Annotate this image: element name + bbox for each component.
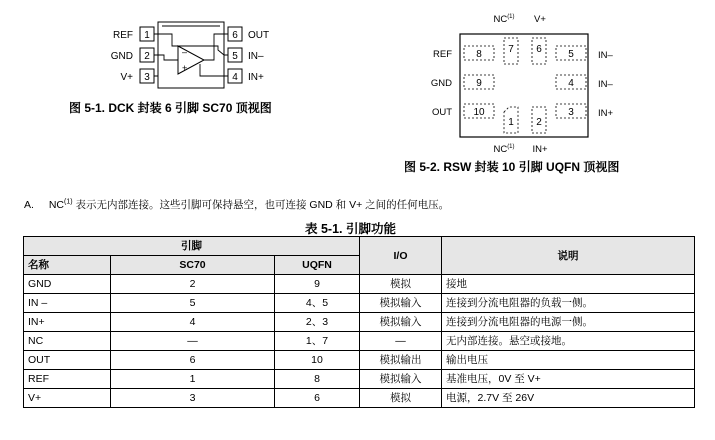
sc70-package-diagram (100, 20, 290, 92)
sc70-pin-num-4: 4 (232, 72, 238, 83)
table-header-row-1 (24, 237, 695, 256)
cell-sc70: — (111, 332, 275, 351)
cell-io: 模拟输入 (360, 313, 442, 332)
cell-desc: 基准电压，0V 至 V+ (442, 370, 695, 389)
uqfn-pad-num-10: 10 (473, 107, 485, 118)
figure2-caption: 图 5-2. RSW 封装 10 引脚 UQFN 顶视图 (404, 160, 620, 174)
opamp-plus-sign: + (182, 63, 188, 73)
opamp-minus-sign: – (182, 47, 188, 57)
cell-name: NC (24, 332, 111, 351)
sc70-pin-num-6: 6 (232, 30, 238, 41)
cell-name: IN – (24, 294, 111, 313)
sc70-pin-num-2: 2 (144, 51, 150, 62)
cell-desc: 连接到分流电阻器的负载一侧。 (442, 294, 695, 313)
uqfn-pad-num-7: 7 (508, 44, 514, 55)
uqfn-bottom-inplus-label: IN+ (532, 144, 548, 155)
cell-name: IN+ (24, 313, 111, 332)
uqfn-left-label-gnd: GND (430, 78, 452, 89)
footnote-marker: A. (24, 199, 34, 211)
uqfn-right-label-in-plus: IN+ (598, 108, 614, 119)
sc70-pin-name-out: OUT (248, 30, 270, 41)
table-row (24, 313, 695, 332)
cell-uqfn: 8 (275, 370, 360, 389)
uqfn-pad-num-5: 5 (568, 49, 574, 60)
sc70-pin-name-in-plus: IN+ (248, 72, 264, 83)
uqfn-right-label-in-minus-1: IN– (598, 50, 613, 61)
cell-desc: 连接到分流电阻器的电源一侧。 (442, 313, 695, 332)
table-row (24, 370, 695, 389)
cell-sc70: 4 (111, 313, 275, 332)
cell-desc: 无内部连接。悬空或接地。 (442, 332, 695, 351)
cell-name: OUT (24, 351, 111, 370)
cell-desc: 输出电压 (442, 351, 695, 370)
sc70-pin-name-in-minus: IN– (248, 51, 264, 62)
table-row (24, 389, 695, 408)
uqfn-pad-num-3: 3 (568, 107, 574, 118)
pin-functions-table (23, 236, 695, 408)
figure1-caption: 图 5-1. DCK 封装 6 引脚 SC70 顶视图 (69, 101, 272, 115)
cell-sc70: 1 (111, 370, 275, 389)
cell-uqfn: 6 (275, 389, 360, 408)
uqfn-top-vplus-label: V+ (534, 14, 546, 25)
cell-sc70: 6 (111, 351, 275, 370)
cell-uqfn: 9 (275, 275, 360, 294)
cell-io: 模拟 (360, 389, 442, 408)
cell-io: 模拟 (360, 275, 442, 294)
col-header-uqfn: UQFN (275, 256, 360, 275)
uqfn-top-nc-label: NC$^{(1)}$ (493, 14, 515, 25)
sc70-pin-name-ref: REF (113, 30, 133, 41)
sc70-pin-num-5: 5 (232, 51, 238, 62)
table-title: 表 5-1. 引脚功能 (305, 222, 396, 236)
cell-uqfn: 1、7 (275, 332, 360, 351)
sc70-pin-num-3: 3 (144, 72, 150, 83)
cell-desc: 电源，2.7V 至 26V (442, 389, 695, 408)
cell-io: 模拟输入 (360, 370, 442, 389)
col-header-name: 名称 (24, 256, 111, 275)
uqfn-pad-num-1: 1 (508, 117, 514, 128)
cell-desc: 接地 (442, 275, 695, 294)
cell-io: — (360, 332, 442, 351)
footnote-nc: NC (48, 199, 65, 211)
uqfn-left-label-ref: REF (433, 49, 452, 60)
uqfn-bottom-nc-label: NC$^{(1)}$ (493, 144, 515, 155)
sc70-pin-name-vplus: V+ (120, 72, 133, 83)
cell-io: 模拟输出 (360, 351, 442, 370)
table-row (24, 332, 695, 351)
cell-sc70: 2 (111, 275, 275, 294)
nc-footnote (24, 197, 449, 212)
table-row (24, 275, 695, 294)
uqfn-pad-num-8: 8 (476, 49, 482, 60)
table-row (24, 294, 695, 313)
col-header-pin-group: 引脚 (24, 237, 360, 256)
col-header-desc: 说明 (442, 237, 695, 275)
cell-sc70: 3 (111, 389, 275, 408)
uqfn-package-diagram (420, 8, 640, 156)
cell-name: V+ (24, 389, 111, 408)
footnote-text: 表示无内部连接。这些引脚可保持悬空，也可连接 GND 和 V+ 之间的任何电压。 (72, 199, 450, 211)
uqfn-right-label-in-minus-2: IN– (598, 79, 613, 90)
cell-uqfn: 10 (275, 351, 360, 370)
table-row (24, 351, 695, 370)
uqfn-pad-num-9: 9 (476, 78, 482, 89)
uqfn-pad-num-4: 4 (568, 78, 574, 89)
footnote-superscript: (1) (64, 198, 73, 206)
cell-name: GND (24, 275, 111, 294)
cell-name: REF (24, 370, 111, 389)
cell-io: 模拟输入 (360, 294, 442, 313)
col-header-sc70: SC70 (111, 256, 275, 275)
col-header-io: I/O (360, 237, 442, 275)
uqfn-pad-num-2: 2 (536, 117, 542, 128)
sc70-pin-name-gnd: GND (110, 51, 133, 62)
cell-uqfn: 4、5 (275, 294, 360, 313)
cell-sc70: 5 (111, 294, 275, 313)
cell-uqfn: 2、3 (275, 313, 360, 332)
uqfn-pad-num-6: 6 (536, 44, 542, 55)
sc70-pin-num-1: 1 (144, 30, 150, 41)
uqfn-left-label-out: OUT (431, 107, 452, 118)
